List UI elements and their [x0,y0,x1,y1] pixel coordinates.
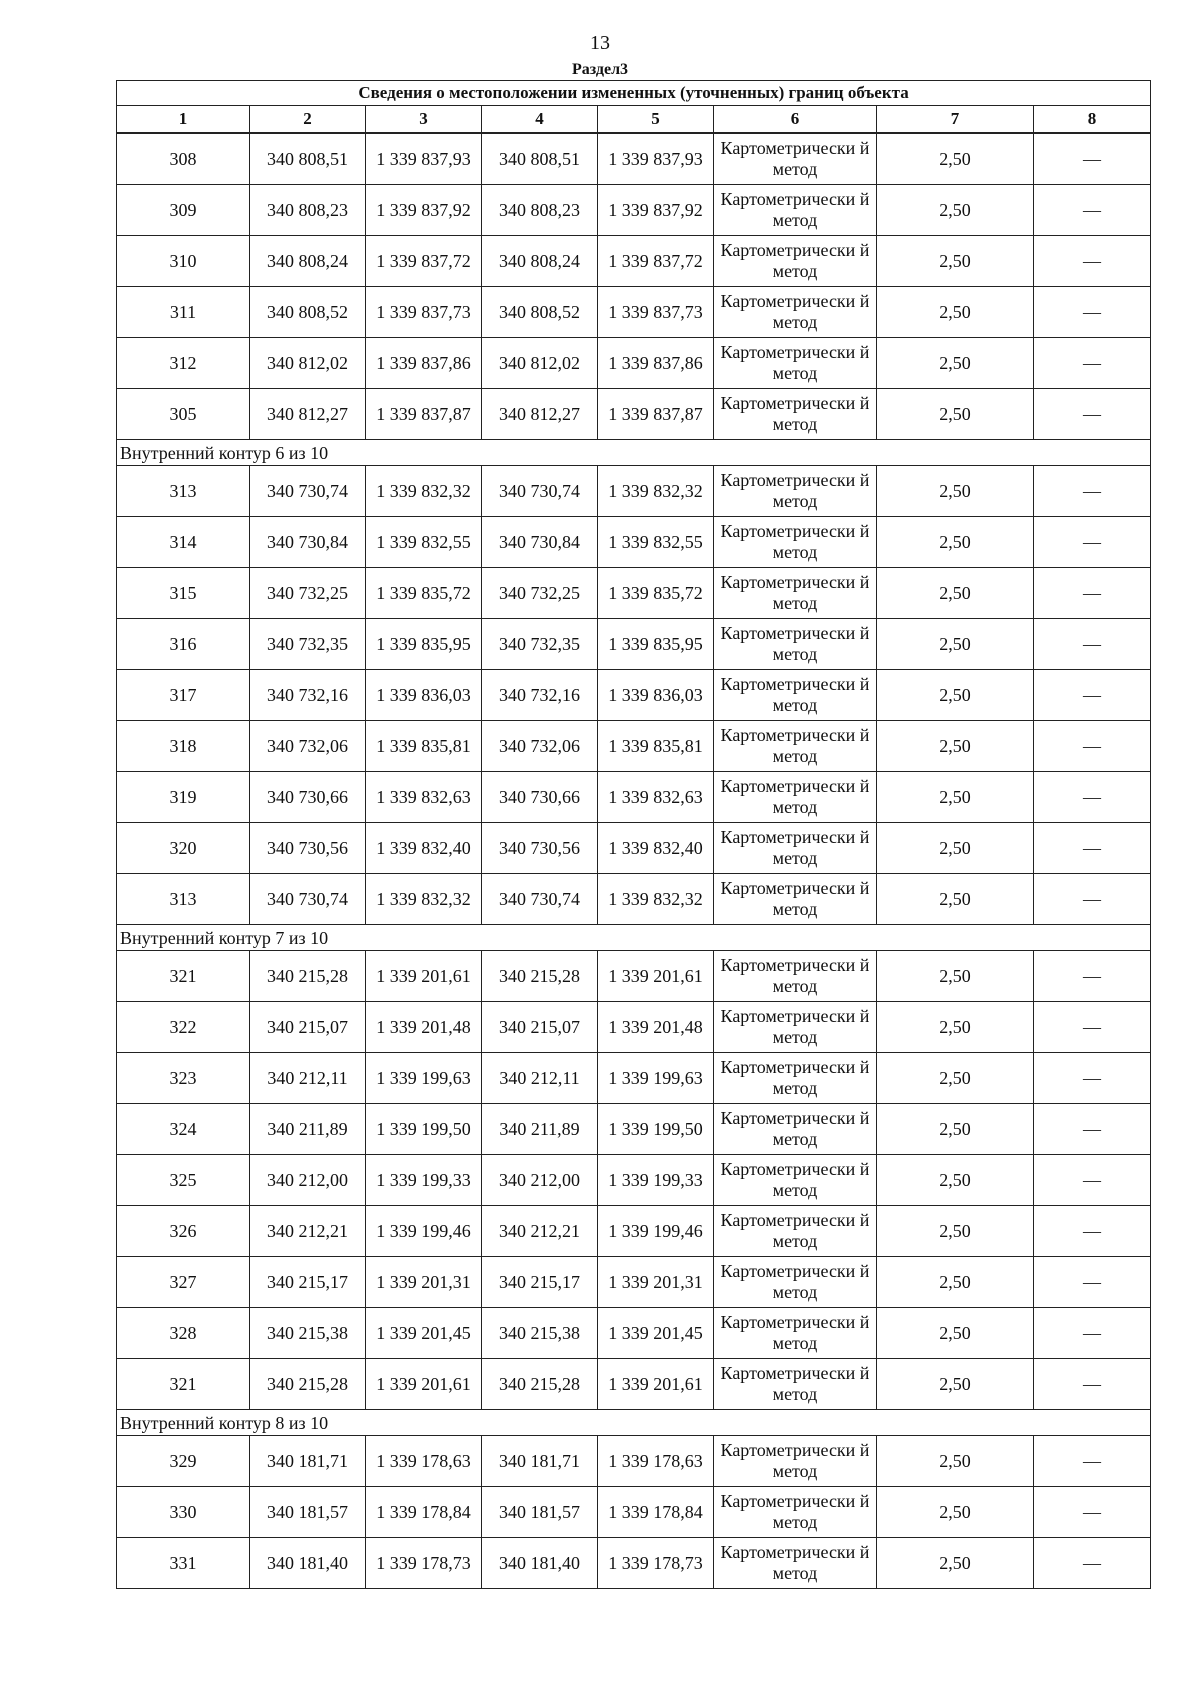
description-cell: — [1034,1002,1151,1053]
y-old-cell: 1 339 201,61 [366,1359,482,1410]
table-row [117,1436,1151,1487]
y-old-cell: 1 339 837,86 [366,338,482,389]
description-cell: — [1034,619,1151,670]
method-cell: Картометрически й метод [714,1359,877,1410]
description-cell: — [1034,1155,1151,1206]
contour-header-row [117,1410,1151,1436]
x-old-cell: 340 808,24 [250,236,366,287]
x-new-cell: 340 181,40 [482,1538,598,1589]
x-old-cell: 340 808,52 [250,287,366,338]
x-old-cell: 340 181,71 [250,1436,366,1487]
description-cell: — [1034,721,1151,772]
x-new-cell: 340 732,35 [482,619,598,670]
column-header: 8 [1034,106,1151,134]
y-old-cell: 1 339 832,63 [366,772,482,823]
x-new-cell: 340 181,57 [482,1487,598,1538]
method-cell: Картометрически й метод [714,619,877,670]
y-old-cell: 1 339 178,84 [366,1487,482,1538]
y-new-cell: 1 339 201,31 [598,1257,714,1308]
point-number-cell: 318 [117,721,250,772]
x-old-cell: 340 181,40 [250,1538,366,1589]
point-number-cell: 321 [117,951,250,1002]
x-new-cell: 340 215,28 [482,951,598,1002]
point-number-cell: 313 [117,466,250,517]
accuracy-cell: 2,50 [877,1436,1034,1487]
column-header: 5 [598,106,714,134]
accuracy-cell: 2,50 [877,772,1034,823]
y-old-cell: 1 339 835,81 [366,721,482,772]
accuracy-cell: 2,50 [877,1104,1034,1155]
point-number-cell: 326 [117,1206,250,1257]
y-new-cell: 1 339 201,61 [598,1359,714,1410]
x-new-cell: 340 730,74 [482,466,598,517]
point-number-cell: 321 [117,1359,250,1410]
point-number-cell: 310 [117,236,250,287]
x-new-cell: 340 730,84 [482,517,598,568]
x-old-cell: 340 212,11 [250,1053,366,1104]
page-number: 13 [590,32,610,54]
point-number-cell: 328 [117,1308,250,1359]
x-new-cell: 340 812,02 [482,338,598,389]
column-header: 2 [250,106,366,134]
y-new-cell: 1 339 832,32 [598,874,714,925]
y-old-cell: 1 339 201,48 [366,1002,482,1053]
y-new-cell: 1 339 178,63 [598,1436,714,1487]
x-old-cell: 340 181,57 [250,1487,366,1538]
y-old-cell: 1 339 832,40 [366,823,482,874]
y-old-cell: 1 339 837,92 [366,185,482,236]
point-number-cell: 324 [117,1104,250,1155]
y-new-cell: 1 339 201,45 [598,1308,714,1359]
table-row [117,389,1151,440]
y-new-cell: 1 339 837,87 [598,389,714,440]
description-cell: — [1034,466,1151,517]
accuracy-cell: 2,50 [877,721,1034,772]
point-number-cell: 313 [117,874,250,925]
x-old-cell: 340 215,28 [250,1359,366,1410]
table-row [117,466,1151,517]
table-row [117,1257,1151,1308]
accuracy-cell: 2,50 [877,874,1034,925]
y-new-cell: 1 339 835,72 [598,568,714,619]
accuracy-cell: 2,50 [877,133,1034,185]
y-new-cell: 1 339 832,40 [598,823,714,874]
description-cell: — [1034,772,1151,823]
description-cell: — [1034,1359,1151,1410]
x-new-cell: 340 808,52 [482,287,598,338]
description-cell: — [1034,133,1151,185]
method-cell: Картометрически й метод [714,287,877,338]
accuracy-cell: 2,50 [877,517,1034,568]
accuracy-cell: 2,50 [877,185,1034,236]
y-old-cell: 1 339 199,63 [366,1053,482,1104]
table-row [117,823,1151,874]
point-number-cell: 317 [117,670,250,721]
y-new-cell: 1 339 836,03 [598,670,714,721]
x-old-cell: 340 215,17 [250,1257,366,1308]
y-old-cell: 1 339 837,87 [366,389,482,440]
table-caption: Сведения о местоположении измененных (уточненных) границ объекта [117,81,1151,106]
x-old-cell: 340 211,89 [250,1104,366,1155]
table-row [117,185,1151,236]
point-number-cell: 308 [117,133,250,185]
x-new-cell: 340 212,00 [482,1155,598,1206]
y-old-cell: 1 339 201,31 [366,1257,482,1308]
method-cell: Картометрически й метод [714,1308,877,1359]
y-old-cell: 1 339 201,61 [366,951,482,1002]
accuracy-cell: 2,50 [877,1206,1034,1257]
contour-header-row [117,925,1151,951]
accuracy-cell: 2,50 [877,1002,1034,1053]
column-header: 3 [366,106,482,134]
method-cell: Картометрически й метод [714,1206,877,1257]
method-cell: Картометрически й метод [714,1538,877,1589]
y-old-cell: 1 339 199,46 [366,1206,482,1257]
x-old-cell: 340 730,74 [250,874,366,925]
boundary-coordinates-table [116,80,1151,1589]
table-row [117,670,1151,721]
table-row [117,287,1151,338]
point-number-cell: 312 [117,338,250,389]
x-old-cell: 340 730,74 [250,466,366,517]
column-header: 6 [714,106,877,134]
point-number-cell: 330 [117,1487,250,1538]
description-cell: — [1034,185,1151,236]
table-row [117,619,1151,670]
accuracy-cell: 2,50 [877,466,1034,517]
x-old-cell: 340 730,66 [250,772,366,823]
section-title: Раздел3 [571,61,629,78]
x-new-cell: 340 808,23 [482,185,598,236]
method-cell: Картометрически й метод [714,1155,877,1206]
x-new-cell: 340 808,24 [482,236,598,287]
description-cell: — [1034,1308,1151,1359]
y-old-cell: 1 339 201,45 [366,1308,482,1359]
contour-label: Внутренний контур 8 из 10 [117,1410,1151,1436]
method-cell: Картометрически й метод [714,568,877,619]
table-row [117,133,1151,185]
accuracy-cell: 2,50 [877,568,1034,619]
x-new-cell: 340 730,74 [482,874,598,925]
description-cell: — [1034,1538,1151,1589]
description-cell: — [1034,874,1151,925]
accuracy-cell: 2,50 [877,951,1034,1002]
table-row [117,1538,1151,1589]
method-cell: Картометрически й метод [714,1487,877,1538]
y-old-cell: 1 339 835,95 [366,619,482,670]
description-cell: — [1034,568,1151,619]
point-number-cell: 320 [117,823,250,874]
method-cell: Картометрически й метод [714,185,877,236]
contour-header-row [117,440,1151,466]
y-old-cell: 1 339 199,50 [366,1104,482,1155]
y-new-cell: 1 339 201,61 [598,951,714,1002]
x-old-cell: 340 732,16 [250,670,366,721]
method-cell: Картометрически й метод [714,466,877,517]
method-cell: Картометрически й метод [714,1104,877,1155]
y-new-cell: 1 339 178,84 [598,1487,714,1538]
x-old-cell: 340 730,56 [250,823,366,874]
y-new-cell: 1 339 199,46 [598,1206,714,1257]
table-row [117,721,1151,772]
x-new-cell: 340 212,21 [482,1206,598,1257]
accuracy-cell: 2,50 [877,338,1034,389]
point-number-cell: 319 [117,772,250,823]
accuracy-cell: 2,50 [877,236,1034,287]
x-old-cell: 340 730,84 [250,517,366,568]
table-row [117,338,1151,389]
description-cell: — [1034,951,1151,1002]
table-row [117,517,1151,568]
method-cell: Картометрически й метод [714,721,877,772]
x-old-cell: 340 812,02 [250,338,366,389]
method-cell: Картометрически й метод [714,823,877,874]
column-header-row [117,106,1151,134]
x-new-cell: 340 730,56 [482,823,598,874]
accuracy-cell: 2,50 [877,287,1034,338]
x-old-cell: 340 732,25 [250,568,366,619]
x-new-cell: 340 212,11 [482,1053,598,1104]
x-new-cell: 340 732,16 [482,670,598,721]
table-caption-row [117,81,1151,106]
accuracy-cell: 2,50 [877,1155,1034,1206]
table-row [117,1053,1151,1104]
y-new-cell: 1 339 832,63 [598,772,714,823]
method-cell: Картометрически й метод [714,133,877,185]
y-new-cell: 1 339 178,73 [598,1538,714,1589]
y-new-cell: 1 339 832,32 [598,466,714,517]
column-header: 1 [117,106,250,134]
y-new-cell: 1 339 835,81 [598,721,714,772]
description-cell: — [1034,236,1151,287]
y-new-cell: 1 339 837,73 [598,287,714,338]
table-row [117,951,1151,1002]
point-number-cell: 311 [117,287,250,338]
x-new-cell: 340 215,28 [482,1359,598,1410]
method-cell: Картометрически й метод [714,1002,877,1053]
x-old-cell: 340 812,27 [250,389,366,440]
method-cell: Картометрически й метод [714,517,877,568]
table-row [117,1206,1151,1257]
x-old-cell: 340 732,06 [250,721,366,772]
method-cell: Картометрически й метод [714,236,877,287]
x-old-cell: 340 215,28 [250,951,366,1002]
method-cell: Картометрически й метод [714,389,877,440]
contour-label: Внутренний контур 6 из 10 [117,440,1151,466]
y-old-cell: 1 339 836,03 [366,670,482,721]
point-number-cell: 323 [117,1053,250,1104]
x-new-cell: 340 211,89 [482,1104,598,1155]
x-old-cell: 340 808,23 [250,185,366,236]
description-cell: — [1034,338,1151,389]
x-new-cell: 340 730,66 [482,772,598,823]
description-cell: — [1034,1436,1151,1487]
y-old-cell: 1 339 837,72 [366,236,482,287]
x-new-cell: 340 732,06 [482,721,598,772]
y-old-cell: 1 339 832,55 [366,517,482,568]
accuracy-cell: 2,50 [877,1359,1034,1410]
contour-label: Внутренний контур 7 из 10 [117,925,1151,951]
y-new-cell: 1 339 837,92 [598,185,714,236]
accuracy-cell: 2,50 [877,1308,1034,1359]
x-old-cell: 340 215,38 [250,1308,366,1359]
description-cell: — [1034,1257,1151,1308]
x-new-cell: 340 732,25 [482,568,598,619]
description-cell: — [1034,1487,1151,1538]
description-cell: — [1034,823,1151,874]
description-cell: — [1034,1104,1151,1155]
y-old-cell: 1 339 832,32 [366,874,482,925]
table-row [117,1104,1151,1155]
table-row [117,236,1151,287]
accuracy-cell: 2,50 [877,389,1034,440]
y-new-cell: 1 339 837,86 [598,338,714,389]
accuracy-cell: 2,50 [877,1487,1034,1538]
x-new-cell: 340 215,38 [482,1308,598,1359]
point-number-cell: 305 [117,389,250,440]
accuracy-cell: 2,50 [877,1257,1034,1308]
x-new-cell: 340 812,27 [482,389,598,440]
point-number-cell: 315 [117,568,250,619]
y-new-cell: 1 339 832,55 [598,517,714,568]
table-row [117,568,1151,619]
x-new-cell: 340 181,71 [482,1436,598,1487]
table-row [117,1002,1151,1053]
point-number-cell: 309 [117,185,250,236]
accuracy-cell: 2,50 [877,670,1034,721]
y-old-cell: 1 339 837,73 [366,287,482,338]
y-new-cell: 1 339 837,93 [598,133,714,185]
method-cell: Картометрически й метод [714,338,877,389]
y-new-cell: 1 339 199,50 [598,1104,714,1155]
y-new-cell: 1 339 837,72 [598,236,714,287]
point-number-cell: 329 [117,1436,250,1487]
point-number-cell: 327 [117,1257,250,1308]
column-header: 4 [482,106,598,134]
description-cell: — [1034,517,1151,568]
point-number-cell: 331 [117,1538,250,1589]
y-old-cell: 1 339 832,32 [366,466,482,517]
x-old-cell: 340 212,00 [250,1155,366,1206]
table-row [117,874,1151,925]
description-cell: — [1034,287,1151,338]
y-new-cell: 1 339 835,95 [598,619,714,670]
x-old-cell: 340 732,35 [250,619,366,670]
accuracy-cell: 2,50 [877,619,1034,670]
point-number-cell: 322 [117,1002,250,1053]
point-number-cell: 325 [117,1155,250,1206]
y-old-cell: 1 339 837,93 [366,133,482,185]
description-cell: — [1034,1053,1151,1104]
table-row [117,1487,1151,1538]
accuracy-cell: 2,50 [877,823,1034,874]
y-old-cell: 1 339 178,73 [366,1538,482,1589]
y-new-cell: 1 339 199,63 [598,1053,714,1104]
description-cell: — [1034,1206,1151,1257]
description-cell: — [1034,389,1151,440]
table-row [117,772,1151,823]
method-cell: Картометрически й метод [714,670,877,721]
method-cell: Картометрически й метод [714,874,877,925]
table-row [117,1155,1151,1206]
table-row [117,1308,1151,1359]
accuracy-cell: 2,50 [877,1538,1034,1589]
description-cell: — [1034,670,1151,721]
x-old-cell: 340 808,51 [250,133,366,185]
x-new-cell: 340 808,51 [482,133,598,185]
method-cell: Картометрически й метод [714,1053,877,1104]
y-new-cell: 1 339 201,48 [598,1002,714,1053]
method-cell: Картометрически й метод [714,951,877,1002]
table-row [117,1359,1151,1410]
method-cell: Картометрически й метод [714,772,877,823]
y-old-cell: 1 339 178,63 [366,1436,482,1487]
x-old-cell: 340 215,07 [250,1002,366,1053]
x-new-cell: 340 215,17 [482,1257,598,1308]
x-old-cell: 340 212,21 [250,1206,366,1257]
accuracy-cell: 2,50 [877,1053,1034,1104]
method-cell: Картометрически й метод [714,1257,877,1308]
y-new-cell: 1 339 199,33 [598,1155,714,1206]
y-old-cell: 1 339 199,33 [366,1155,482,1206]
x-new-cell: 340 215,07 [482,1002,598,1053]
method-cell: Картометрически й метод [714,1436,877,1487]
column-header: 7 [877,106,1034,134]
point-number-cell: 316 [117,619,250,670]
y-old-cell: 1 339 835,72 [366,568,482,619]
point-number-cell: 314 [117,517,250,568]
